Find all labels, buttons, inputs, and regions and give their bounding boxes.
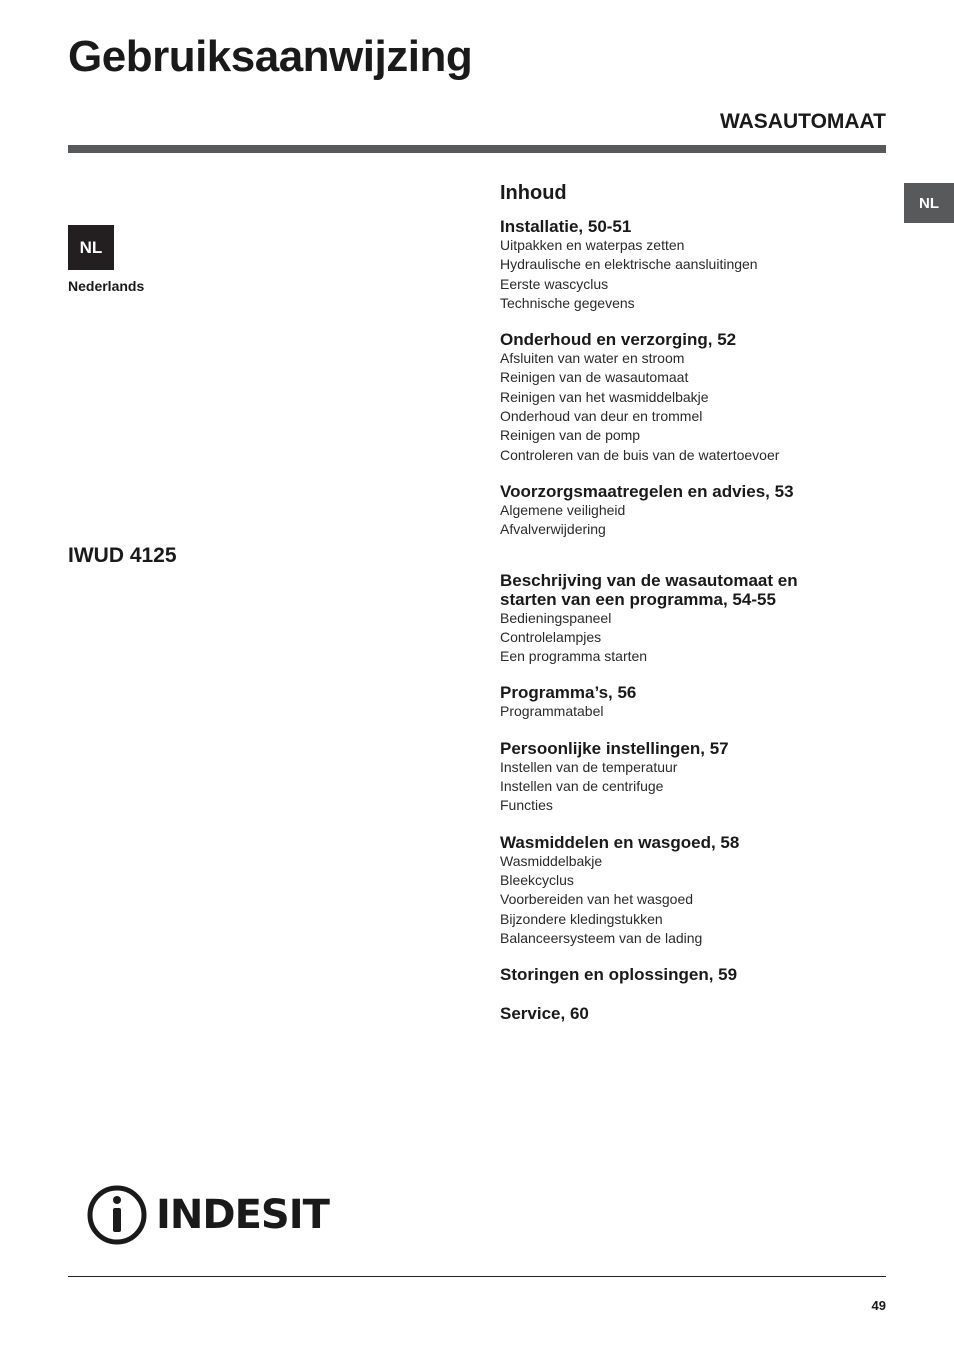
toc-heading: Inhoud xyxy=(500,182,567,204)
toc-section-storingen xyxy=(500,965,890,984)
toc-section-title: Onderhoud en verzorging, 52 xyxy=(500,330,737,350)
toc-item: Afsluiten van water en stroom xyxy=(500,350,685,367)
page-title: Gebruiksaanwijzing xyxy=(68,32,473,81)
toc-item: Onderhoud van deur en trommel xyxy=(500,408,703,425)
toc-item: Controleren van de buis van de watertoevoer xyxy=(500,446,780,463)
toc-item: Programmatabel xyxy=(500,703,604,720)
footer-divider xyxy=(68,1276,886,1277)
toc-section-persoonlijk xyxy=(500,739,890,816)
indesit-i-icon xyxy=(86,1184,148,1246)
toc-section-title: Storingen en oplossingen, 59 xyxy=(500,965,738,985)
toc-section-programmas xyxy=(500,683,890,721)
toc-item: Uitpakken en waterpas zetten xyxy=(500,237,685,253)
toc-item: Instellen van de temperatuur xyxy=(500,758,678,775)
toc-item: Afvalverwijdering xyxy=(500,521,606,538)
product-type: WASAUTOMAAT xyxy=(719,110,886,133)
toc-section-title: Persoonlijke instellingen, 57 xyxy=(500,738,729,758)
toc-item: Controlelampjes xyxy=(500,628,602,645)
toc-section-voorzorg xyxy=(500,482,890,540)
toc-item: Technische gegevens xyxy=(500,294,635,311)
language-badge: NL xyxy=(68,225,114,270)
toc-section-beschrijving xyxy=(500,571,890,667)
toc-item: Reinigen van de pomp xyxy=(500,427,641,444)
table-of-contents xyxy=(500,181,890,1040)
model-number: IWUD 4125 xyxy=(68,544,177,567)
toc-item: Bleekcyclus xyxy=(500,871,574,888)
toc-item: Hydraulische en elektrische aansluitingen xyxy=(500,256,758,273)
page-number: 49 xyxy=(871,1298,886,1313)
toc-item: Bijzondere kledingstukken xyxy=(500,910,663,927)
toc-section-title: Installatie, 50-51 xyxy=(500,217,632,236)
toc-item: Eerste wascyclus xyxy=(500,275,609,292)
toc-section-title: Wasmiddelen en wasgoed, 58 xyxy=(500,832,740,852)
brand-logo xyxy=(86,1185,329,1245)
toc-section-title-continued: starten van een programma, 54-55 xyxy=(500,589,776,609)
toc-section-installatie xyxy=(500,217,890,313)
toc-section-title: Beschrijving van de wasautomaat en xyxy=(500,570,798,590)
header-divider xyxy=(68,145,886,153)
toc-item: Bedieningspaneel xyxy=(500,609,612,626)
brand-name: INDESIT xyxy=(156,1192,329,1238)
toc-item: Algemene veiligheid xyxy=(500,501,626,518)
toc-item: Instellen van de centrifuge xyxy=(500,778,664,795)
toc-item: Wasmiddelbakje xyxy=(500,852,603,869)
language-name: Nederlands xyxy=(68,278,145,294)
toc-section-onderhoud xyxy=(500,330,890,465)
toc-section-title: Programma’s, 56 xyxy=(500,683,637,703)
toc-section-wasmiddelen xyxy=(500,833,890,948)
toc-section-service xyxy=(500,1004,890,1023)
toc-item: Reinigen van het wasmiddelbakje xyxy=(500,388,709,405)
toc-section-title: Voorzorgsmaatregelen en advies, 53 xyxy=(500,481,794,501)
toc-item: Functies xyxy=(500,797,553,814)
toc-item: Voorbereiden van het wasgoed xyxy=(500,891,694,908)
toc-section-title: Service, 60 xyxy=(500,1004,589,1024)
toc-item: Reinigen van de wasautomaat xyxy=(500,369,689,386)
language-side-tab: NL xyxy=(904,183,954,223)
toc-item: Een programma starten xyxy=(500,648,648,665)
toc-item: Balanceersysteem van de lading xyxy=(500,929,703,946)
